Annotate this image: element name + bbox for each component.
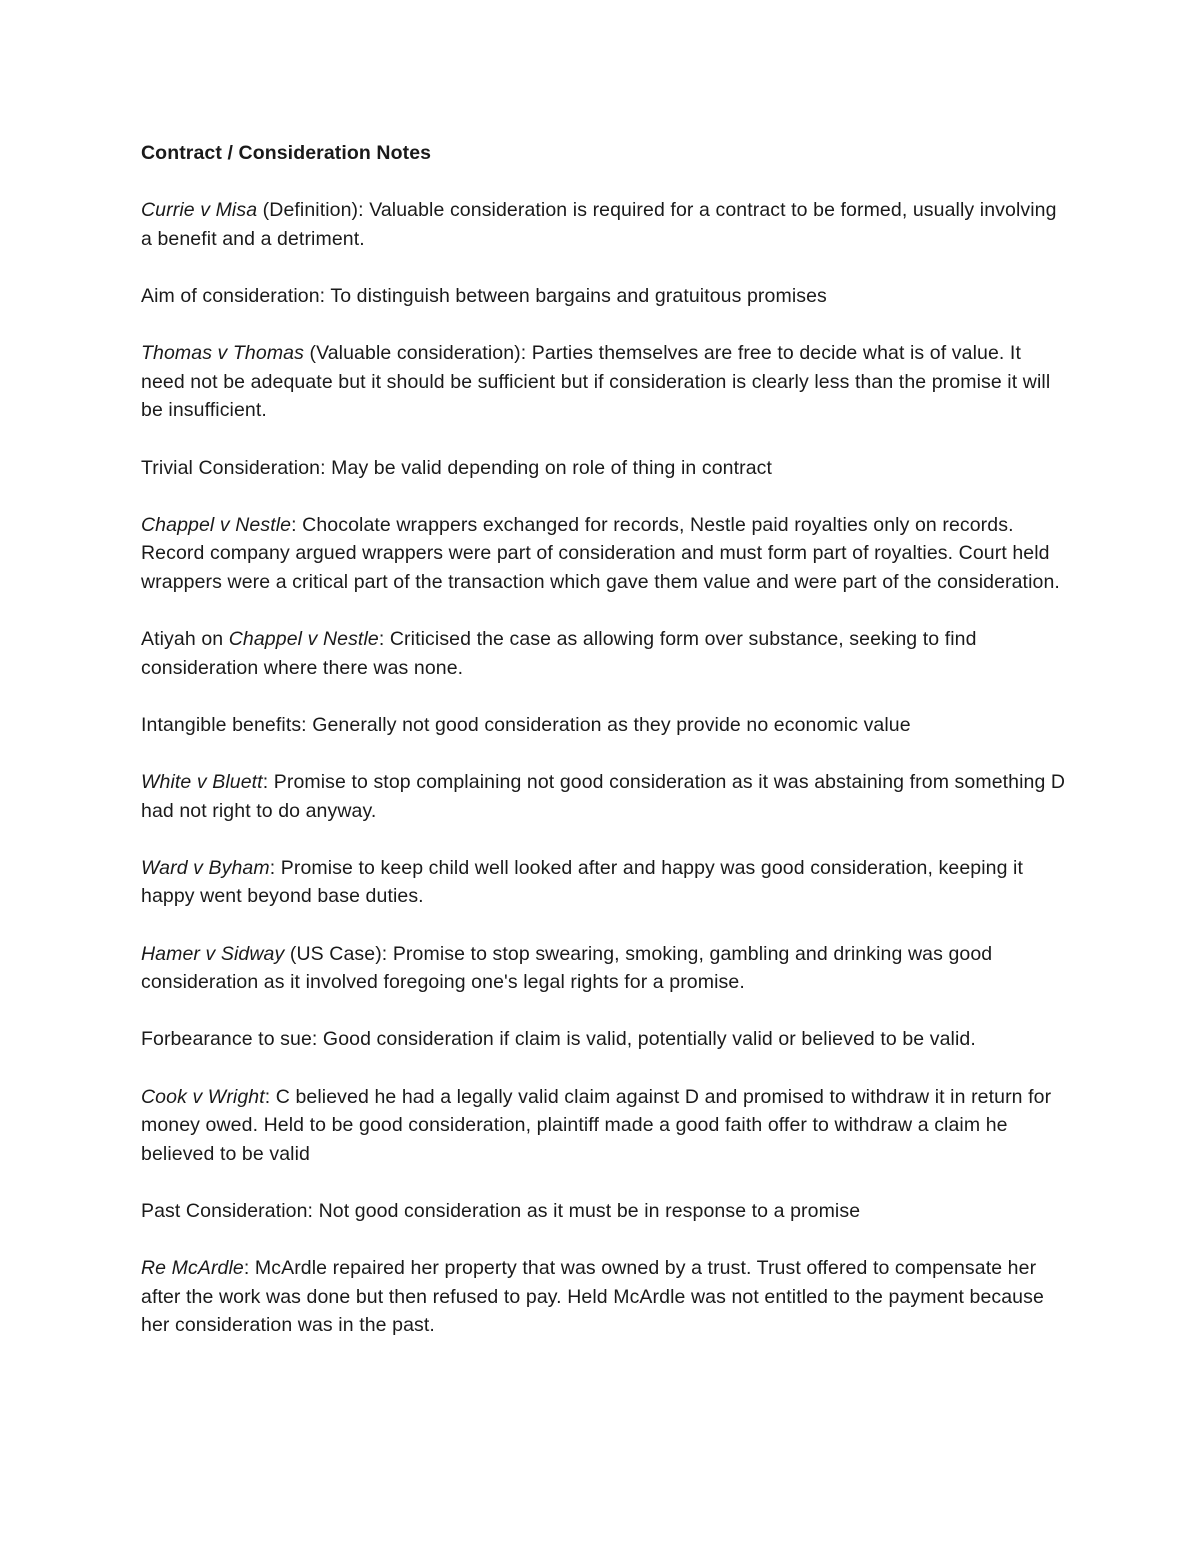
paragraph-text: : Chocolate wrappers exchanged for records, Nestle paid royalties only on records. Record company argued wrappers were part of consideration and must form part of royalties. Court held wrappers were a critical part of the transaction which gave them value and were part of the consideration. [141,513,1060,593]
paragraph-ward-v-byham [141,854,1066,911]
paragraph-text: (Valuable consideration): Parties themselves are free to decide what is of value. It need not be adequate but it should be sufficient but if consideration is clearly less than the promise it will be insufficient. [141,342,1051,422]
paragraph-forbearance-to-sue [141,1025,1066,1054]
case-name: Thomas v Thomas [141,342,304,365]
paragraph-text: : Promise to stop complaining not good consideration as it was abstaining from something D had not right to do anyway. [141,771,1066,822]
paragraph-trivial-consideration [141,454,1066,483]
case-name: White v Bluett [141,771,263,794]
paragraph-lead: Trivial Consideration: May be valid depending on role of thing in contract [141,456,773,479]
paragraph-lead: Past Consideration: Not good consideration as it must be in response to a promise [141,1199,861,1222]
paragraph-past-consideration [141,1197,1066,1226]
paragraph-currie-v-misa [141,196,1066,253]
paragraph-aim-of-consideration [141,282,1066,311]
case-name: Re McArdle [141,1257,244,1280]
paragraph-thomas-v-thomas [141,339,1066,425]
case-name: Chappel v Nestle [228,628,379,651]
paragraph-lead: Forbearance to sue: Good consideration if claim is valid, potentially valid or believed to be valid. [141,1028,976,1051]
paragraph-text: : C believed he had a legally valid claim against D and promised to withdraw it in return for money owed. Held to be good consideration, plaintiff made a good faith offer to withdraw a claim he believed to be valid [141,1085,1052,1165]
paragraph-re-mcardle [141,1254,1066,1340]
document-page [141,139,1066,1369]
paragraph-cook-v-wright [141,1083,1066,1169]
case-name: Hamer v Sidway [141,942,285,965]
case-name: Chappel v Nestle [141,513,292,536]
paragraph-white-v-bluett [141,768,1066,825]
paragraph-text: : Promise to keep child well looked after and happy was good consideration, keeping it happy went beyond base duties. [141,856,1024,908]
paragraph-intangible-benefits [141,711,1066,740]
paragraph-lead: Intangible benefits: Generally not good consideration as they provide no economic value [141,713,911,736]
paragraph-lead: Atiyah on [141,628,229,651]
paragraph-lead: Aim of consideration: To distinguish between bargains and gratuitous promises [141,284,827,307]
case-name: Cook v Wright [141,1085,265,1108]
paragraph-text: (Definition): Valuable consideration is required for a contract to be formed, usually involving a benefit and a detriment. [141,199,1057,250]
paragraph-text: : McArdle repaired her property that was owned by a trust. Trust offered to compensate her after the work was done but then refused to pay. Held McArdle was not entitled to the payment because her consideration was in the past. [141,1257,1044,1337]
case-name: Ward v Byham [141,856,270,879]
paragraph-text: (US Case): Promise to stop swearing, smoking, gambling and drinking was good consideration as it involved foregoing one's legal rights for a promise. [141,942,993,994]
document-title: Contract / Consideration Notes [141,142,432,164]
paragraph-text: : Criticised the case as allowing form over substance, seeking to find consideration where there was none. [141,628,977,679]
paragraph-atiyah [141,625,1066,682]
case-name: Currie v Misa [141,199,258,222]
paragraph-hamer-v-sidway [141,940,1066,997]
paragraph-chappel-v-nestle [141,511,1066,597]
